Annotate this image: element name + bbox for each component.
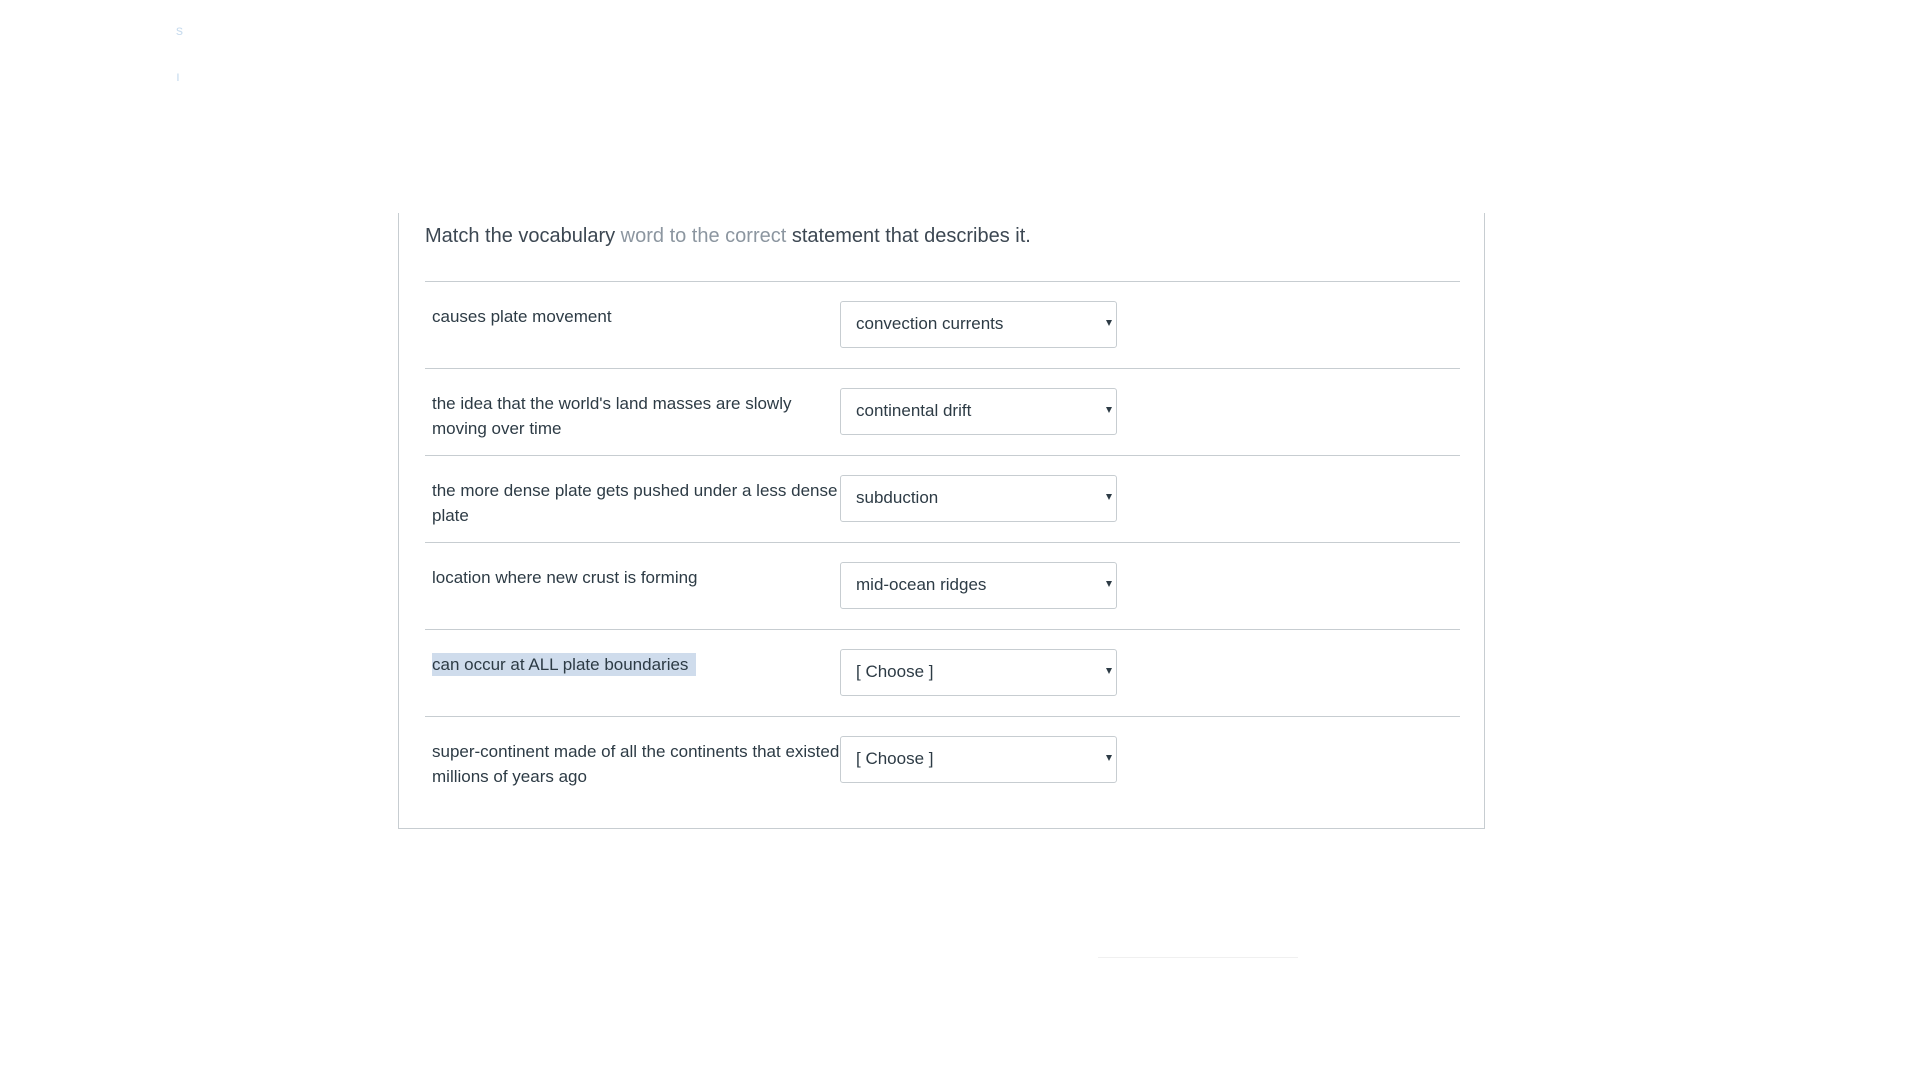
match-row [425, 542, 1460, 629]
match-statement: super-continent made of all the continents that existed millions of years ago [432, 742, 840, 786]
selected-answer: subduction [856, 488, 939, 507]
answer-select[interactable] [840, 388, 1117, 435]
faint-nav-item: ı [176, 68, 180, 84]
chevron-down-icon [1106, 320, 1112, 326]
match-row [425, 716, 1460, 803]
chevron-down-icon [1106, 755, 1112, 761]
match-row [425, 629, 1460, 716]
chevron-down-icon [1106, 668, 1112, 674]
selected-answer: continental drift [856, 401, 972, 420]
selected-answer: [ Choose ] [856, 749, 934, 768]
selected-answer: [ Choose ] [856, 662, 934, 681]
answer-select[interactable] [840, 301, 1117, 348]
matching-rows [425, 281, 1460, 803]
prompt-start: Match the vocabulary [425, 225, 616, 247]
match-statement: the more dense plate gets pushed under a less dense plate [432, 481, 838, 525]
selected-answer: mid-ocean ridges [856, 575, 987, 594]
match-statement: the idea that the world's land masses are slowly moving over time [432, 394, 792, 438]
answer-select[interactable] [840, 736, 1117, 783]
match-statement [432, 652, 842, 677]
question-prompt [425, 225, 1031, 248]
prompt-dim: word to the correct [615, 225, 787, 247]
faint-nav-item: s [176, 22, 183, 38]
chevron-down-icon [1106, 494, 1112, 500]
question-card [398, 213, 1485, 829]
selected-answer: convection currents [856, 314, 1004, 333]
chevron-down-icon [1106, 581, 1112, 587]
answer-select[interactable] [840, 649, 1117, 696]
match-statement: causes plate movement [432, 307, 612, 326]
match-statement: location where new crust is forming [432, 568, 698, 587]
match-row [425, 368, 1460, 455]
prompt-end: statement that describes it. [786, 225, 1031, 247]
answer-select[interactable] [840, 475, 1117, 522]
match-row [425, 281, 1460, 368]
divider [1098, 957, 1298, 958]
match-row [425, 455, 1460, 542]
answer-select[interactable] [840, 562, 1117, 609]
chevron-down-icon [1106, 407, 1112, 413]
highlighted-text: can occur at ALL plate boundaries [432, 653, 696, 676]
